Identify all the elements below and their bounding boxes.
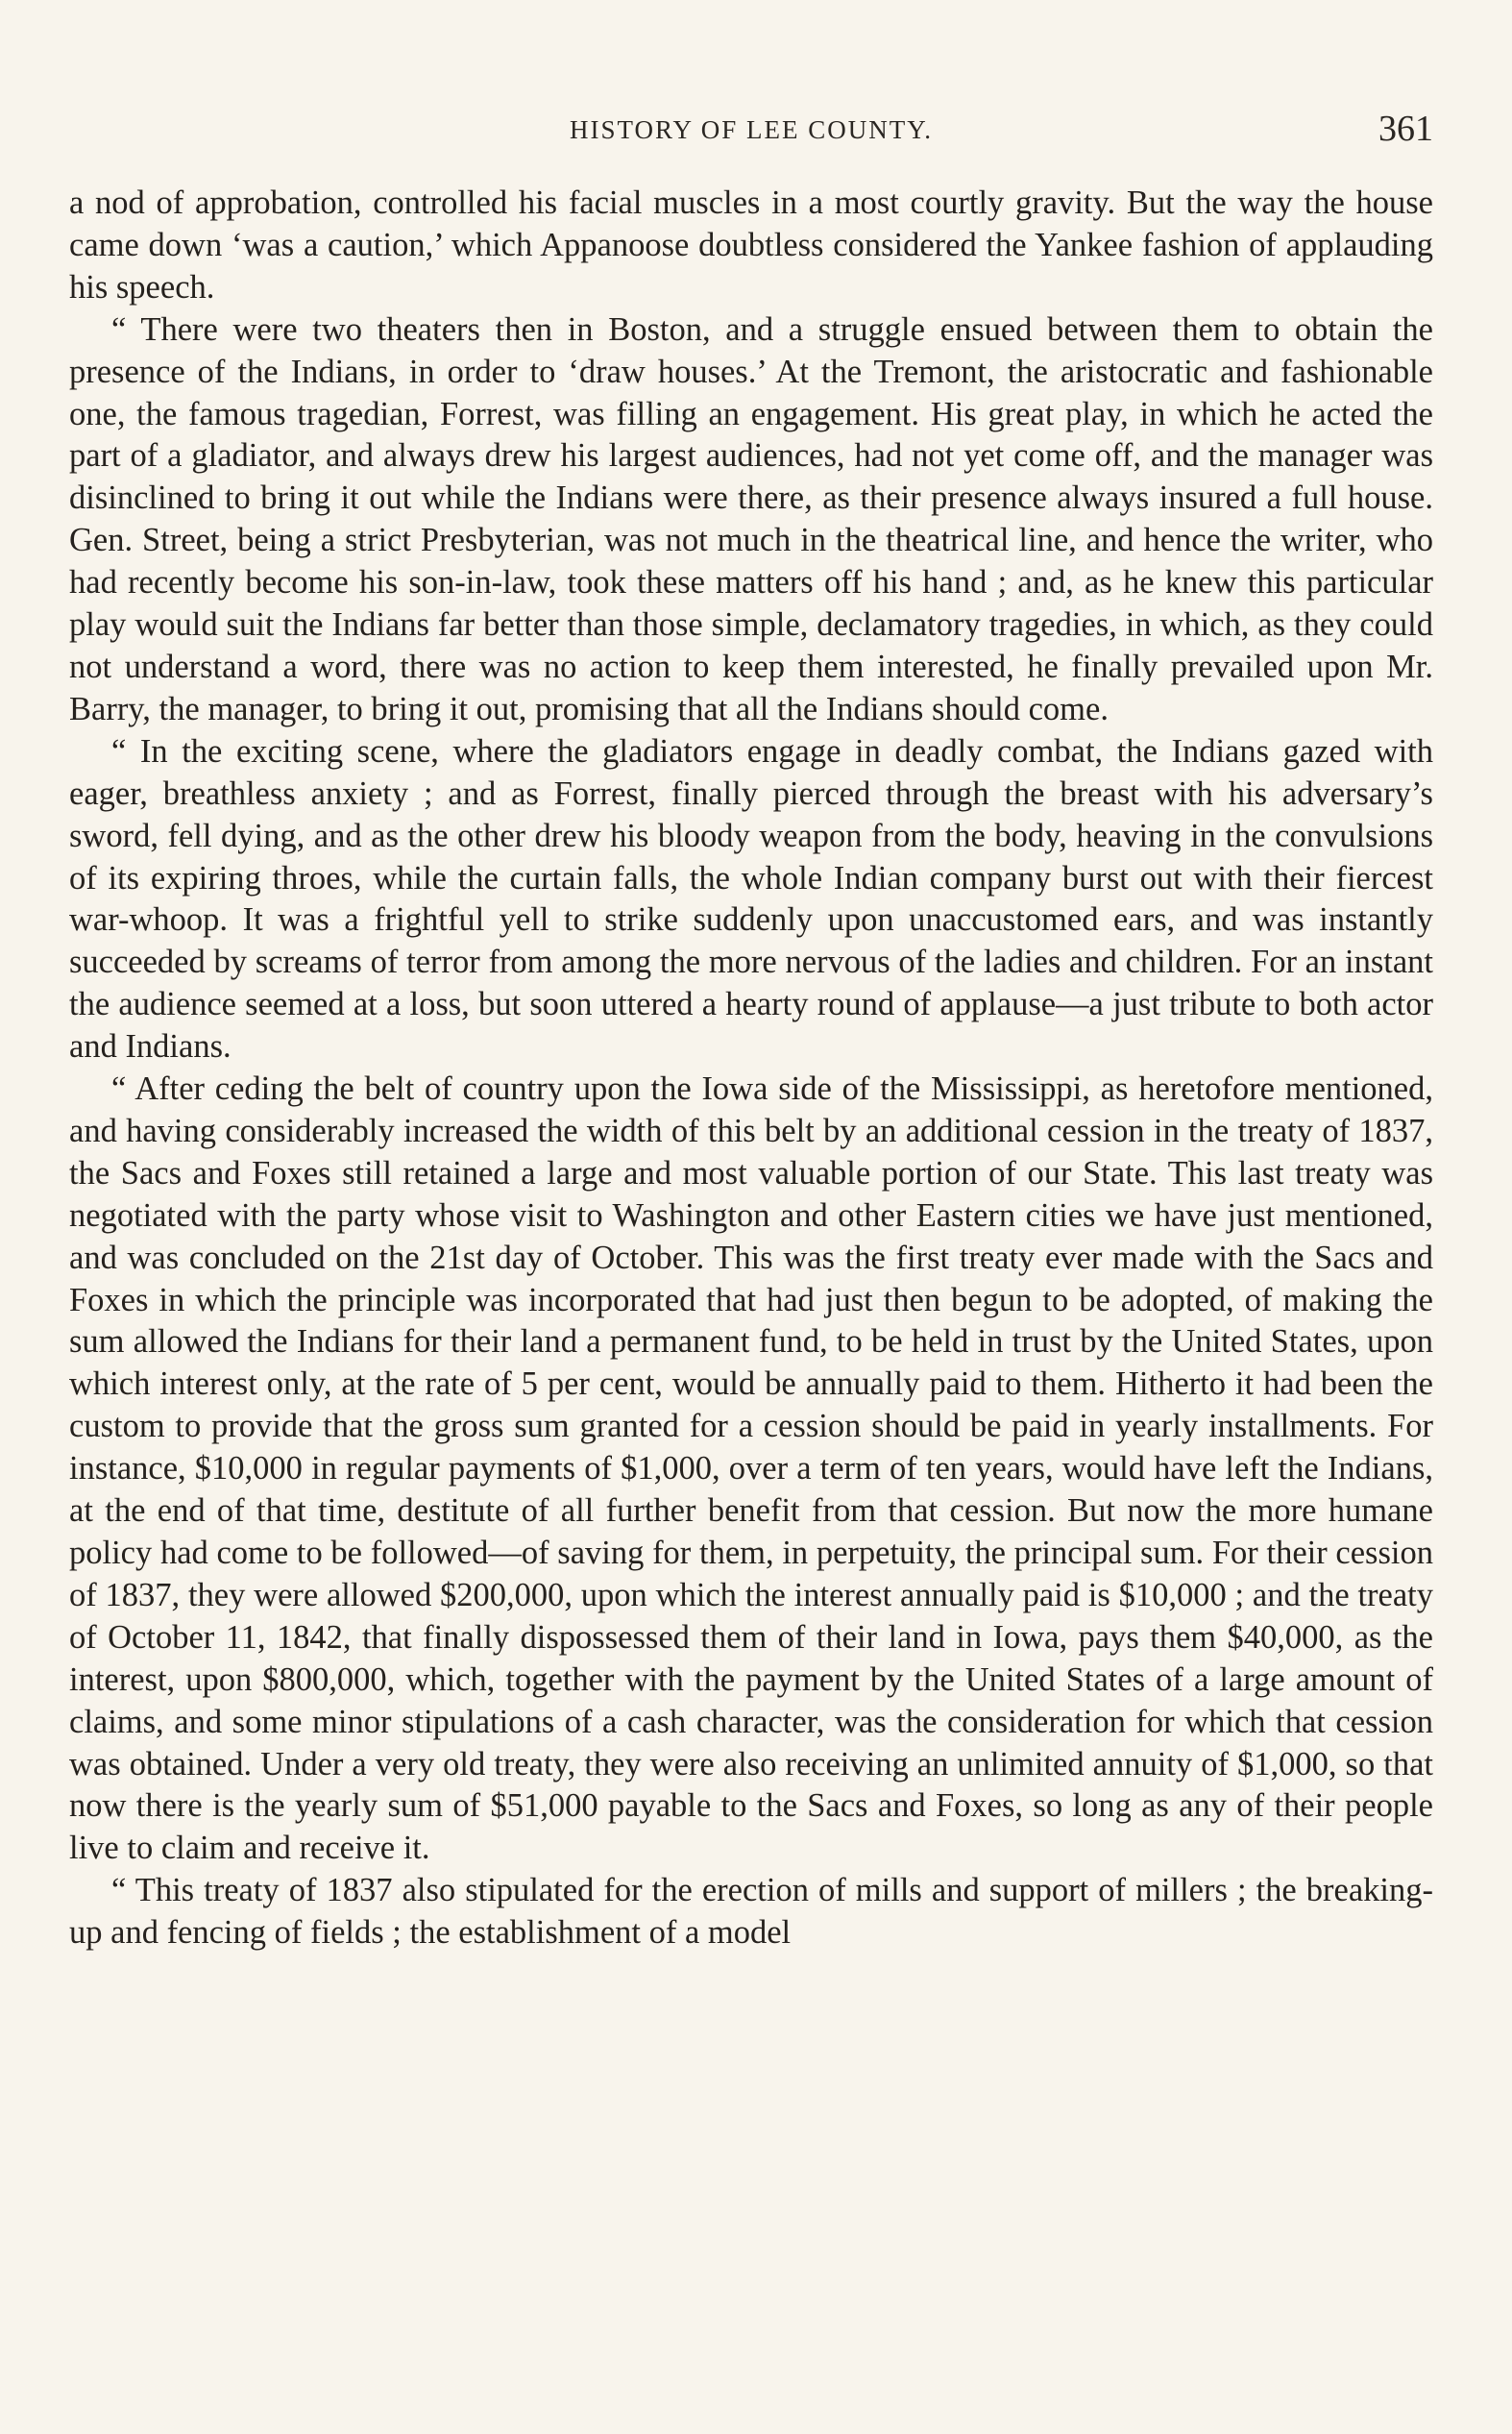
paragraph: a nod of approbation, controlled his facial muscles in a most courtly gravity. But the way the house came down ‘was a caution,’ which Appanoose doubtless considered the Yankee fashion of applauding his speech. — [69, 184, 1433, 306]
paragraph: “ After ceding the belt of country upon the Iowa side of the Mississippi, as heretofore mentioned, and having considerably increased the width of this belt by an additional cession in the treaty of 1837, the Sacs and Foxes still retained a large and most valuable portion of our State. This last treaty was negotiated with the party whose visit to Washington and other Eastern cities we have just mentioned, and was concluded on the 21st day of October. This was the first treaty ever made with the Sacs and Foxes in which the principle was incorporated that had just then begun to be adopted, of making the sum allowed the Indians for their land a permanent fund, to be held in trust by the United States, upon which interest only, at the rate of 5 per cent, would be annually paid to them. Hitherto it had been the custom to provide that the gross sum granted for a cession should be paid in yearly installments. For instance, $10,000 in regular payments of $1,000, over a term of ten years, would have left the Indians, at the end of that time, destitute of all further benefit from that cession. But now the more humane policy had come to be followed—of saving for them, in perpetuity, the principal sum. For their cession of 1837, they were allowed $200,000, upon which the interest annually paid is $10,000 ; and the treaty of October 11, 1842, that finally dispossessed them of their land in Iowa, pays them $40,000, as the interest, upon $800,000, which, together with the payment by the United States of a large amount of claims, and some minor stipulations of a cash character, was the consideration for which that cession was obtained. Under a very old treaty, they were also receiving an unlimited annuity of $1,000, so that now there is the yearly sum of $51,000 payable to the Sacs and Foxes, so long as any of their people live to claim and receive it. — [69, 1070, 1433, 1867]
paragraph: “ In the exciting scene, where the gladiators engage in deadly combat, the Indians gazed with eager, breathless anxiety ; and as Forrest, finally pierced through the breast with his adversary’s sword, fell dying, and as the other drew his bloody weapon from the body, heaving in the convulsions of its expiring throes, while the curtain falls, the whole Indian company burst out with their fiercest war-whoop. It was a frightful yell to strike suddenly upon unaccustomed ears, and was instantly succeeded by screams of terror from among the more nervous of the ladies and children. For an instant the audience seemed at a loss, but soon uttered a hearty round of applause—a just tribute to both actor and Indians. — [69, 732, 1433, 1066]
paragraph: “ This treaty of 1837 also stipulated for the erection of mills and support of millers ; the breaking-up and fencing of fields ; the establishment of a model — [69, 1872, 1433, 1952]
running-head: HISTORY OF LEE COUNTY. — [569, 115, 934, 144]
paragraph: “ There were two theaters then in Boston, and a struggle ensued between them to obtain the presence of the Indians, in order to ‘draw houses.’ At the Tremont, the aristocratic and fashionable one, the famous tragedian, Forrest, was filling an engagement. His great play, in which he acted the part of a gladiator, and always drew his largest audiences, had not yet come off, and the manager was disinclined to bring it out while the Indians were there, as their presence always insured a full house. Gen. Street, being a strict Presbyterian, was not much in the theatrical line, and hence the writer, who had recently become his son-in-law, took these matters off his hand ; and, as he knew this particular play would suit the Indians far better than those simple, declamatory tragedies, in which, as they could not understand a word, there was no action to keep them interested, he finally prevailed upon Mr. Barry, the manager, to bring it out, promising that all the Indians should come. — [69, 310, 1433, 727]
page-number: 361 — [1378, 109, 1433, 149]
page-header — [69, 108, 1433, 156]
body-text — [69, 183, 1433, 1955]
